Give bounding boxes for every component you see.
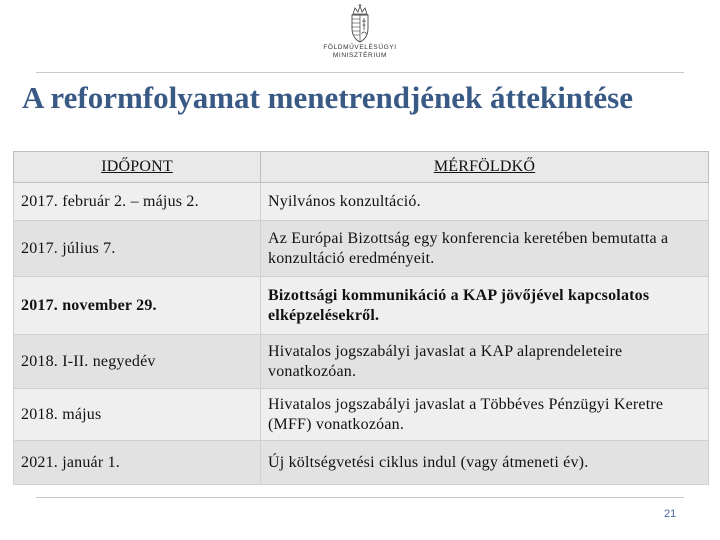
timeline-table xyxy=(13,151,709,485)
date-cell: 2017. február 2. – május 2. xyxy=(14,183,261,221)
ministry-logo xyxy=(318,4,402,70)
page-number: 21 xyxy=(664,508,677,520)
milestone-cell: Bizottsági kommunikáció a KAP jövőjével kapcsolatos elképzelésekről. xyxy=(261,277,709,335)
table-row xyxy=(14,183,709,221)
date-cell: 2017. július 7. xyxy=(14,221,261,277)
footer-divider xyxy=(36,497,684,498)
milestone-cell: Nyilvános konzultáció. xyxy=(261,183,709,221)
page-title: A reformfolyamat menetrendjének áttekintése xyxy=(22,80,633,115)
milestone-cell: Az Európai Bizottság egy konferencia keretében bemutatta a konzultáció eredményeit. xyxy=(261,221,709,277)
column-header-milestone: MÉRFÖLDKŐ xyxy=(261,152,709,183)
coat-of-arms-icon xyxy=(349,4,371,44)
table-header-row xyxy=(14,152,709,183)
milestone-cell: Új költségvetési ciklus indul (vagy átmeneti év). xyxy=(261,441,709,485)
date-cell: 2018. május xyxy=(14,389,261,441)
logo-line-2: MINISZTÉRIUM xyxy=(332,52,388,59)
table-row xyxy=(14,221,709,277)
date-cell: 2021. január 1. xyxy=(14,441,261,485)
table-row xyxy=(14,441,709,485)
table-row xyxy=(14,389,709,441)
table-row xyxy=(14,277,709,335)
date-cell: 2017. november 29. xyxy=(14,277,261,335)
milestone-cell: Hivatalos jogszabályi javaslat a Többéves Pénzügyi Keretre (MFF) vonatkozóan. xyxy=(261,389,709,441)
header-divider xyxy=(36,72,684,73)
table-row xyxy=(14,335,709,389)
column-header-date: IDŐPONT xyxy=(14,152,261,183)
date-cell: 2018. I-II. negyedév xyxy=(14,335,261,389)
logo-line-1: FÖLDMŰVELÉSÜGYI xyxy=(323,44,397,51)
milestone-cell: Hivatalos jogszabályi javaslat a KAP alaprendeleteire vonatkozóan. xyxy=(261,335,709,389)
